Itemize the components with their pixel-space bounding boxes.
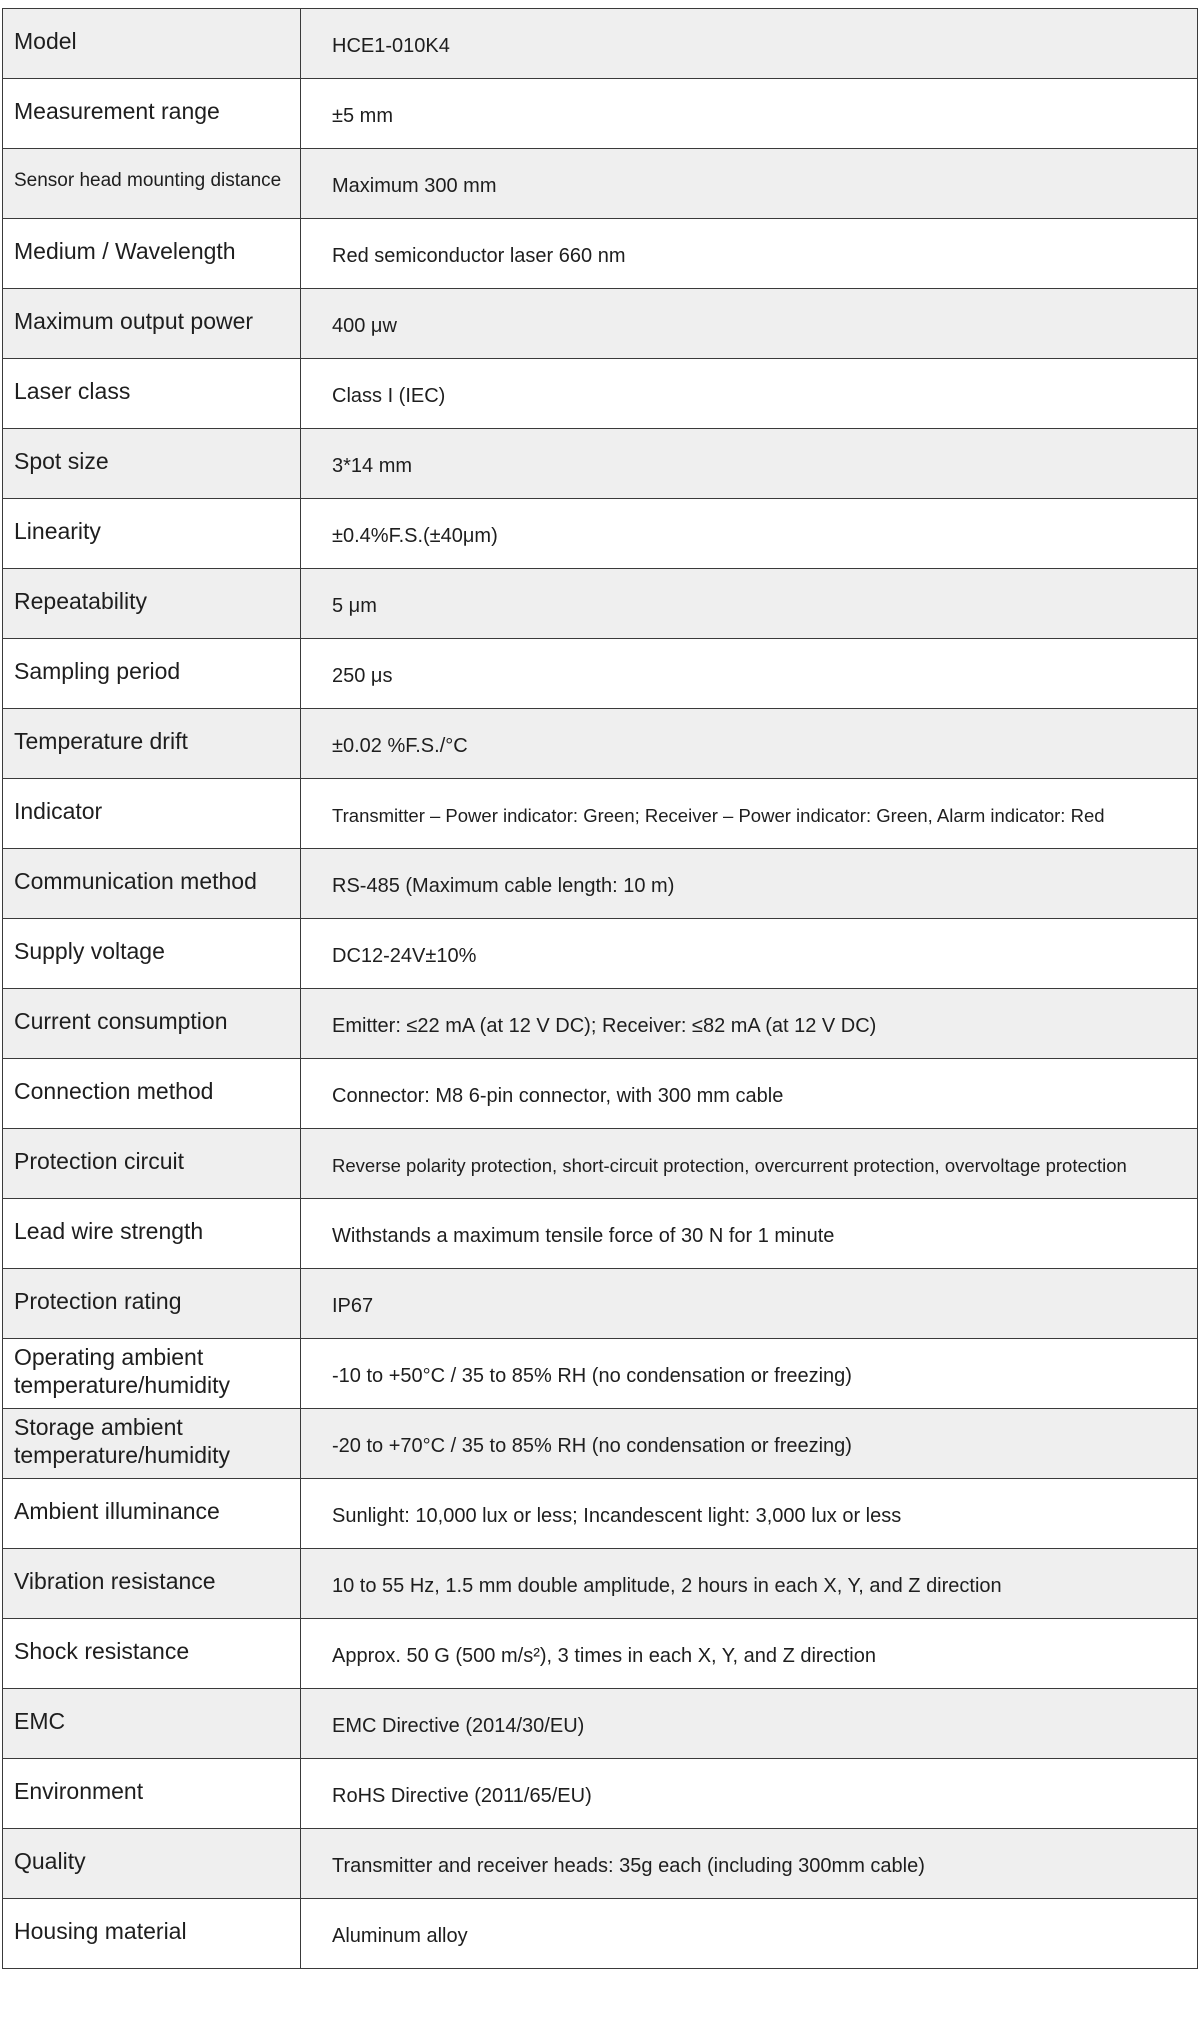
spec-label: Supply voltage [14,937,165,964]
spec-value-cell [301,849,1198,919]
spec-value-cell [301,1409,1198,1479]
spec-label-cell [3,1269,301,1339]
spec-label: Quality [14,1847,86,1874]
spec-value-cell [301,1619,1198,1689]
spec-value-cell [301,1829,1198,1899]
spec-label-cell [3,429,301,499]
table-row [3,919,1198,989]
table-row [3,149,1198,219]
spec-label-cell [3,1549,301,1619]
spec-label: Medium / Wavelength [14,237,236,264]
spec-label-cell [3,1129,301,1199]
spec-label-cell [3,989,301,1059]
spec-value: ±0.4%F.S.(±40μm) [332,524,498,547]
spec-value-cell [301,9,1198,79]
spec-value-cell [301,919,1198,989]
spec-value-cell [301,219,1198,289]
spec-value: Class I (IEC) [332,384,446,407]
spec-label: Environment [14,1777,144,1804]
spec-value: Transmitter and receiver heads: 35g each (including 300mm cable) [332,1854,925,1877]
spec-label-cell [3,1829,301,1899]
table-row [3,1129,1198,1199]
spec-value: IP67 [332,1294,374,1317]
spec-label-cell [3,1619,301,1689]
spec-value-cell [301,569,1198,639]
spec-value: ±5 mm [332,104,393,127]
table-row [3,1269,1198,1339]
spec-label: Indicator [14,797,103,824]
spec-value-cell [301,359,1198,429]
spec-label-cell [3,359,301,429]
spec-value-cell [301,709,1198,779]
spec-label-cell [3,1479,301,1549]
spec-value-cell [301,1059,1198,1129]
spec-value: 3*14 mm [332,454,413,477]
spec-value: Withstands a maximum tensile force of 30 N for 1 minute [332,1224,835,1247]
spec-value-cell [301,639,1198,709]
table-row [3,639,1198,709]
spec-label: Model [14,27,77,54]
spec-label-cell [3,1689,301,1759]
spec-label: Vibration resistance [14,1567,216,1594]
spec-label: Communication method [14,867,257,894]
table-row [3,1409,1198,1479]
spec-label-cell [3,79,301,149]
spec-label: Sampling period [14,657,181,684]
spec-value-cell [301,1549,1198,1619]
spec-label: Ambient illuminance [14,1497,220,1524]
spec-value: RoHS Directive (2011/65/EU) [332,1784,592,1807]
table-row [3,499,1198,569]
spec-value-cell [301,1339,1198,1409]
spec-value: 250 μs [332,664,393,687]
spec-label: Housing material [14,1917,187,1944]
spec-label: Measurement range [14,97,220,124]
spec-value-cell [301,79,1198,149]
spec-value-cell [301,779,1198,849]
table-row [3,219,1198,289]
spec-label: Laser class [14,377,131,404]
spec-label-cell [3,1059,301,1129]
spec-value: Emitter: ≤22 mA (at 12 V DC); Receiver: ≤82 mA (at 12 V DC) [332,1014,877,1037]
spec-label: Spot size [14,447,109,474]
table-row [3,779,1198,849]
spec-value: 5 μm [332,594,377,617]
table-row [3,989,1198,1059]
table-row [3,1899,1198,1969]
spec-label: Sensor head mounting distance [14,169,282,191]
spec-label-cell [3,1899,301,1969]
table-row [3,849,1198,919]
spec-value-cell [301,1899,1198,1969]
table-row [3,1759,1198,1829]
spec-value: RS-485 (Maximum cable length: 10 m) [332,874,675,897]
spec-value: 10 to 55 Hz, 1.5 mm double amplitude, 2 hours in each X, Y, and Z direction [332,1574,1002,1597]
table-row [3,1339,1198,1409]
spec-label: Linearity [14,517,101,544]
spec-value-cell [301,1689,1198,1759]
spec-label-cell [3,499,301,569]
spec-value: Approx. 50 G (500 m/s²), 3 times in each X, Y, and Z direction [332,1644,876,1667]
table-row [3,289,1198,359]
spec-value: Red semiconductor laser 660 nm [332,244,626,267]
spec-value-cell [301,149,1198,219]
table-row [3,1479,1198,1549]
spec-label-cell [3,1199,301,1269]
table-row [3,709,1198,779]
spec-label-cell [3,709,301,779]
table-row [3,1619,1198,1689]
spec-label: Temperature drift [14,727,188,754]
spec-label-cell [3,1339,301,1409]
spec-label: Connection method [14,1077,214,1104]
spec-label: Current consumption [14,1007,228,1034]
spec-label-cell [3,149,301,219]
spec-value: Aluminum alloy [332,1924,468,1947]
spec-label-cell [3,639,301,709]
spec-value: Transmitter – Power indicator: Green; Receiver – Power indicator: Green, Alarm indicator: Red [332,804,1105,826]
spec-label: Protection rating [14,1287,182,1314]
spec-label-cell [3,919,301,989]
spec-value: 400 μw [332,314,397,337]
spec-value-cell [301,989,1198,1059]
table-row [3,1829,1198,1899]
spec-label-cell [3,569,301,639]
spec-label: Protection circuit [14,1147,185,1174]
spec-label: Repeatability [14,587,147,614]
spec-table [2,8,1198,1969]
spec-value: DC12-24V±10% [332,944,477,967]
spec-value: ±0.02 %F.S./°C [332,734,468,757]
table-row [3,359,1198,429]
spec-label: EMC [14,1707,66,1734]
table-row [3,429,1198,499]
spec-value: Connector: M8 6-pin connector, with 300 mm cable [332,1084,784,1107]
spec-value-cell [301,499,1198,569]
spec-value-cell [301,1759,1198,1829]
spec-value: HCE1-010K4 [332,34,450,57]
spec-label: Maximum output power [14,307,254,334]
spec-value: -20 to +70°C / 35 to 85% RH (no condensation or freezing) [332,1434,852,1457]
spec-label: Storage ambient temperature/humidity [14,1413,231,1468]
table-row [3,1689,1198,1759]
table-row [3,1059,1198,1129]
spec-value: Maximum 300 mm [332,174,497,197]
spec-label-cell [3,1759,301,1829]
spec-label-cell [3,779,301,849]
table-row [3,9,1198,79]
spec-value-cell [301,1479,1198,1549]
spec-label: Shock resistance [14,1637,190,1664]
spec-label: Lead wire strength [14,1217,204,1244]
spec-value-cell [301,429,1198,499]
table-row [3,1199,1198,1269]
spec-label-cell [3,219,301,289]
spec-label-cell [3,1409,301,1479]
spec-value-cell [301,1199,1198,1269]
spec-value-cell [301,289,1198,359]
table-row [3,1549,1198,1619]
spec-value: Reverse polarity protection, short-circuit protection, overcurrent protection, overvoltage protection [332,1154,1127,1176]
spec-value-cell [301,1129,1198,1199]
table-row [3,79,1198,149]
spec-label: Operating ambient temperature/humidity [14,1343,231,1398]
spec-label-cell [3,9,301,79]
spec-value: -10 to +50°C / 35 to 85% RH (no condensation or freezing) [332,1364,852,1387]
spec-value-cell [301,1269,1198,1339]
spec-label-cell [3,849,301,919]
spec-label-cell [3,289,301,359]
table-row [3,569,1198,639]
spec-value: EMC Directive (2014/30/EU) [332,1714,585,1737]
spec-value: Sunlight: 10,000 lux or less; Incandescent light: 3,000 lux or less [332,1504,902,1527]
